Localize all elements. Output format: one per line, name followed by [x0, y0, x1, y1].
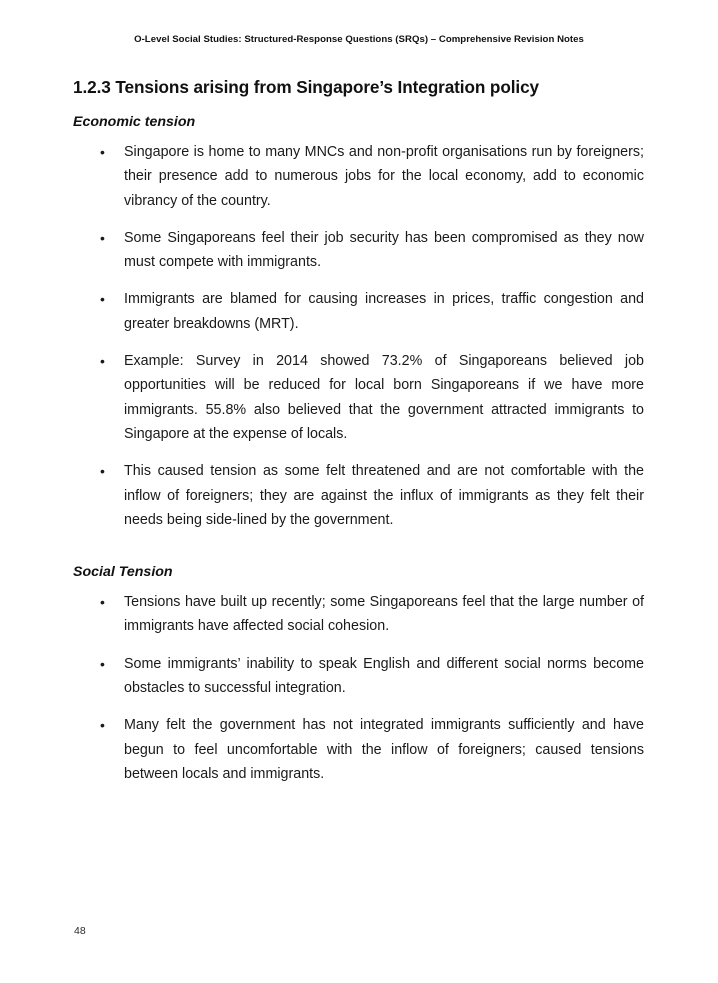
list-item-text: Example: Survey in 2014 showed 73.2% of Singaporeans believed job opportunities will be reduced for local born Singaporeans if we have more immigrants. 55.8% also believed that the government attracted immigrants to Singapore at the expense of locals. [124, 353, 644, 442]
list-item-text: Some immigrants’ inability to speak English and different social norms become obstacles to successful integration. [124, 655, 644, 697]
bullet-icon: • [100, 594, 105, 611]
bullet-icon: • [100, 717, 105, 734]
list-item-text: Singapore is home to many MNCs and non-profit organisations run by foreigners; their presence add to numerous jobs for the local economy, add to economic vibrancy of the country. [124, 144, 644, 209]
section-title: 1.2.3 Tensions arising from Singapore’s Integration policy [73, 77, 539, 97]
list-item [73, 459, 644, 532]
list-item [73, 226, 644, 275]
list-item-text: Immigrants are blamed for causing increases in prices, traffic congestion and greater breakdowns (MRT). [124, 291, 644, 332]
list-item [73, 349, 644, 446]
list-item-text: This caused tension as some felt threatened and are not comfortable with the inflow of foreigners; they are against the influx of immigrants as they felt their needs being side-lined by the government. [124, 463, 644, 528]
bullet-icon: • [100, 229, 105, 246]
running-header: O-Level Social Studies: Structured-Response Questions (SRQs) – Comprehensive Revision Notes [134, 34, 584, 45]
page-content [73, 76, 644, 786]
bullet-icon: • [100, 463, 105, 480]
list-item [73, 140, 644, 213]
bullet-list-social-tension [73, 590, 644, 786]
subheading-social-tension: Social Tension [73, 564, 173, 581]
list-item-text: Many felt the government has not integrated immigrants sufficiently and have begun to feel uncomfortable with the inflow of foreigners; caused tensions between locals and immigrants. [124, 717, 644, 782]
list-item [73, 713, 644, 786]
page-number: 48 [74, 925, 86, 937]
subheading-economic-tension: Economic tension [73, 114, 196, 130]
list-item [73, 287, 644, 336]
list-item-text: Tensions have built up recently; some Singaporeans feel that the large number of immigrants have affected social cohesion. [124, 594, 644, 635]
list-item [73, 652, 644, 701]
bullet-icon: • [100, 655, 105, 672]
bullet-icon: • [100, 291, 105, 308]
list-item [73, 590, 644, 639]
bullet-list-economic-tension [73, 140, 644, 532]
list-item-text: Some Singaporeans feel their job security has been compromised as they now must compete with immigrants. [124, 229, 644, 271]
bullet-icon: • [100, 144, 105, 160]
bullet-icon: • [100, 353, 105, 370]
